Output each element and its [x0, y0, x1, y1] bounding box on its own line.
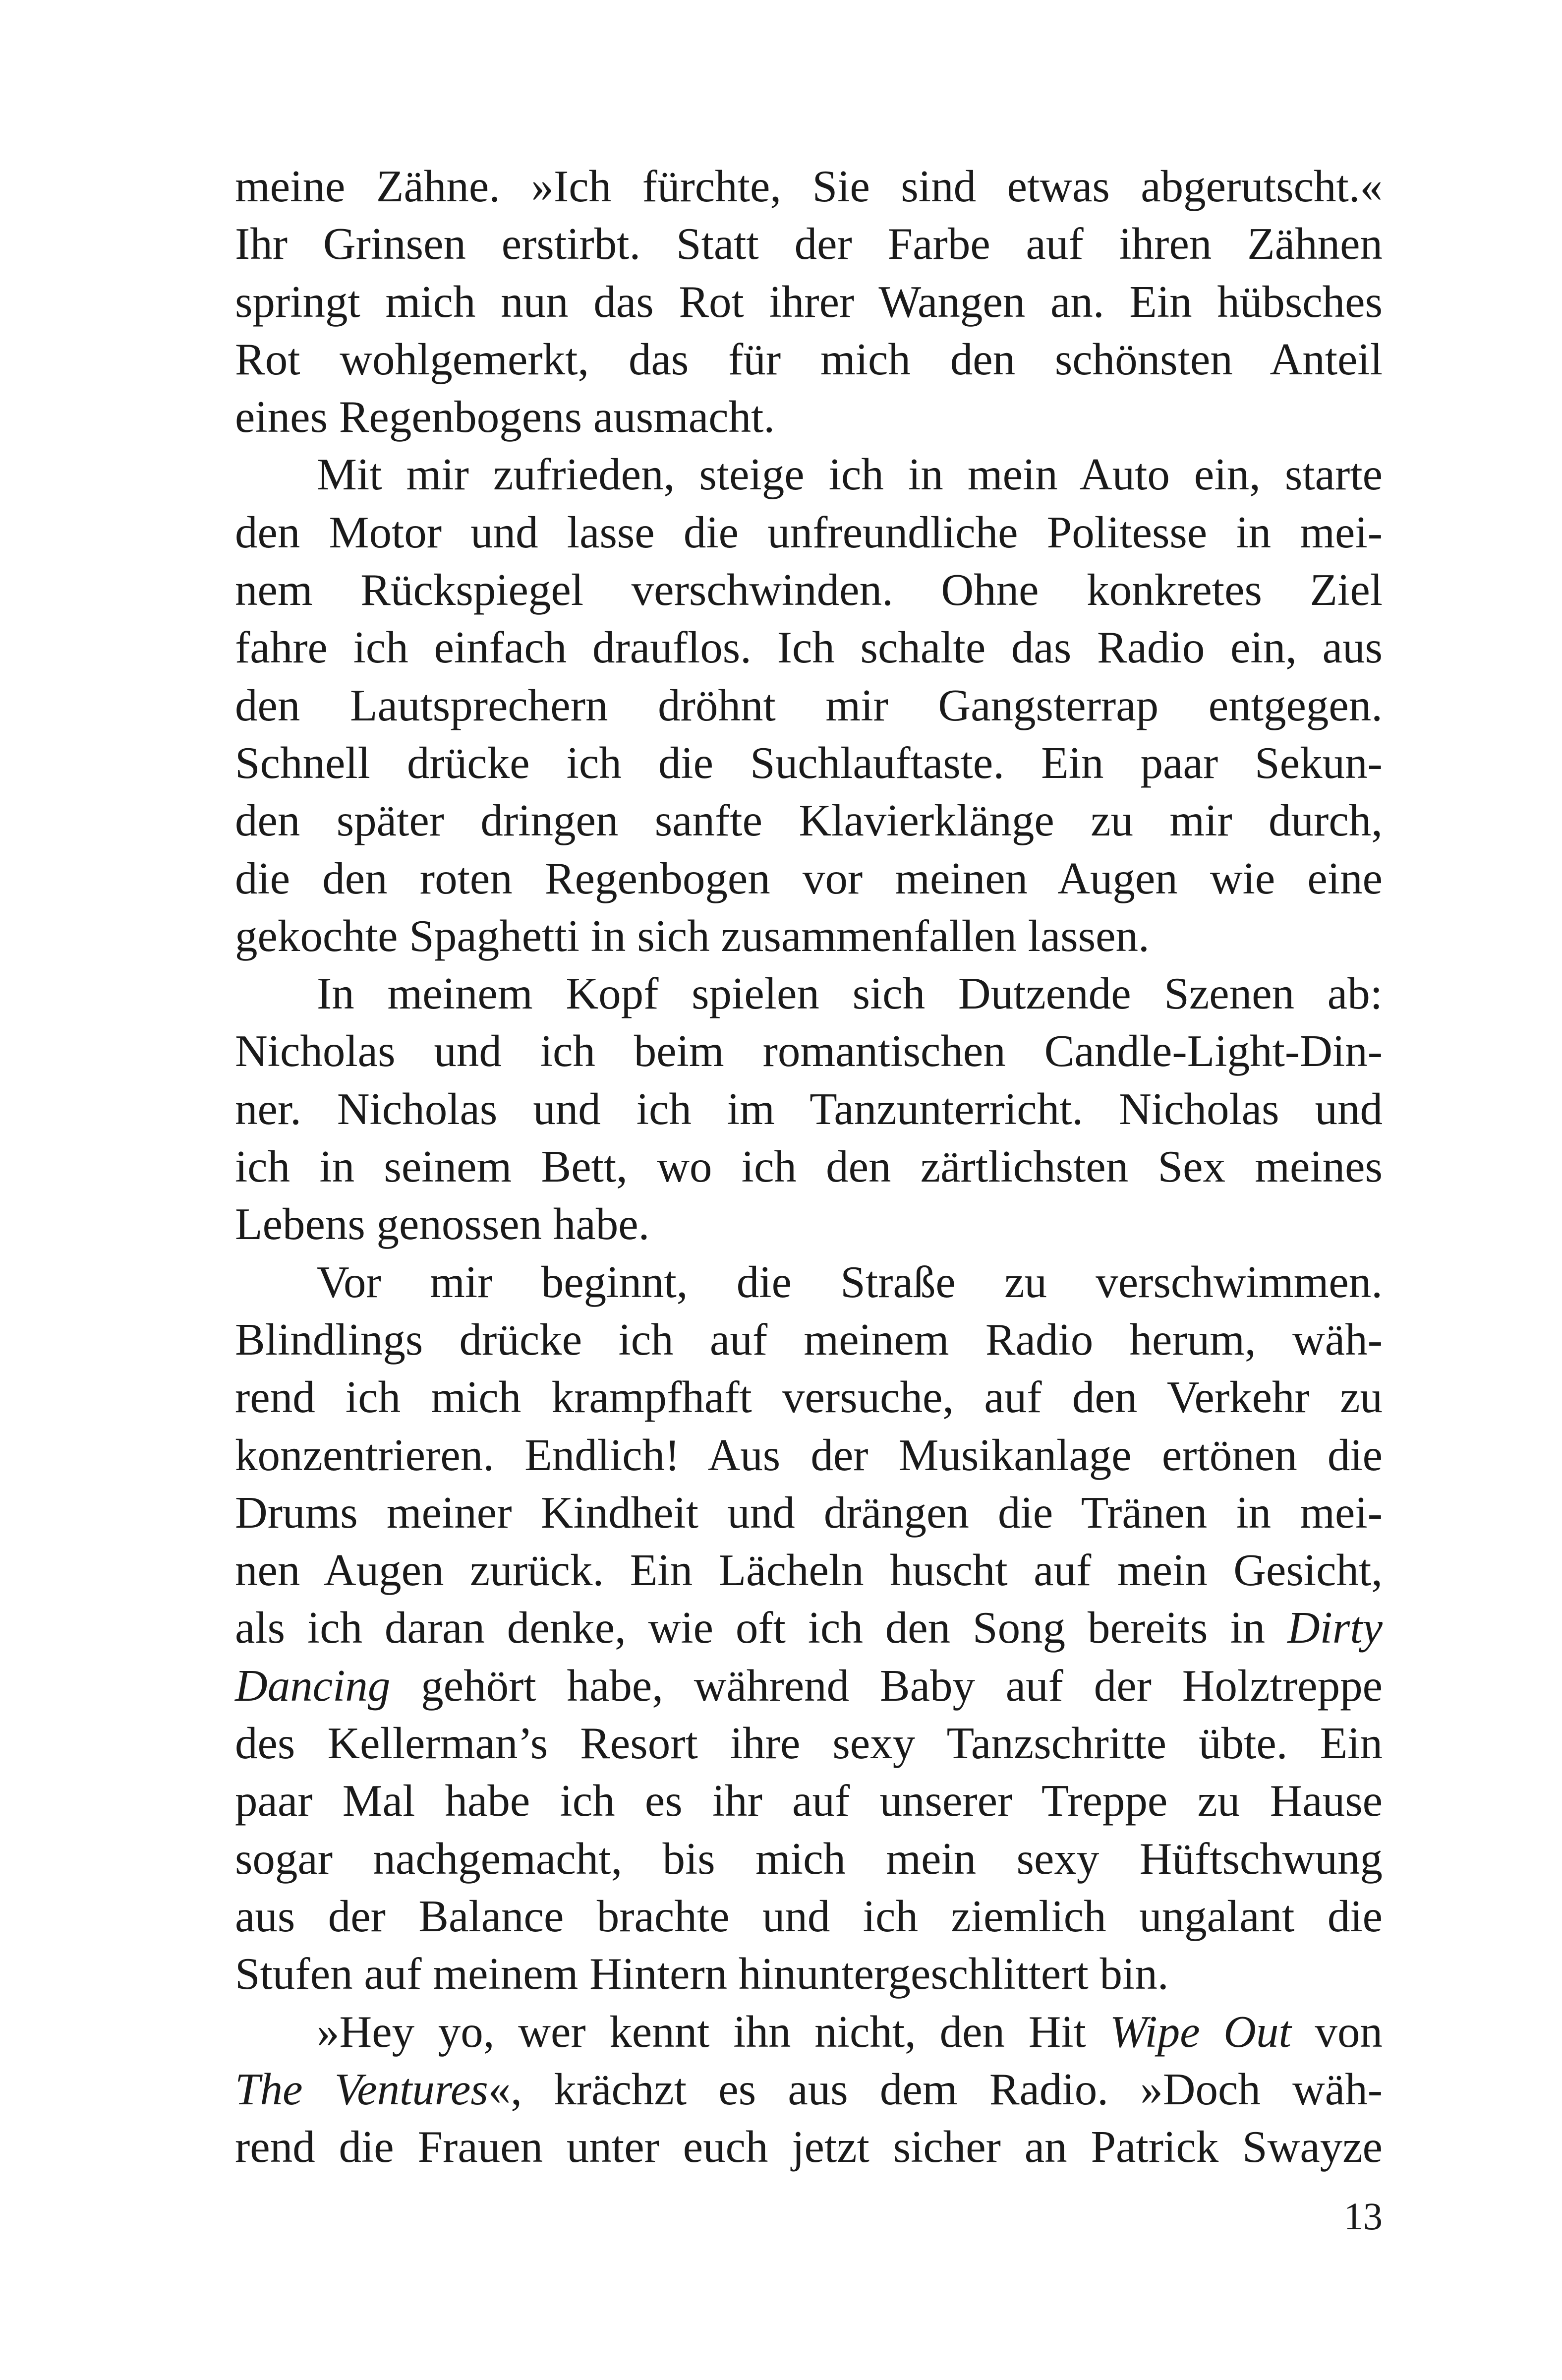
text-line: [235, 2061, 1383, 2118]
text-run: «, krächzt es aus dem Radio. »Doch wäh-: [488, 2064, 1383, 2114]
italic-title: Dirty: [1287, 1603, 1383, 1653]
text-run: »Hey yo, wer kennt ihn nicht, den Hit: [317, 2006, 1110, 2057]
text-line: [235, 850, 1383, 907]
text-line: [235, 1888, 1383, 1945]
paragraph: [235, 158, 1383, 446]
italic-title: The Ventures: [235, 2064, 488, 2114]
page-number: 13: [1344, 2195, 1383, 2238]
text-run: meine Zähne. »Ich fürchte, Sie sind etwas abgerutscht.«: [235, 161, 1383, 211]
text-run: nem Rückspiegel verschwinden. Ohne konkretes Ziel: [235, 565, 1383, 615]
text-line: [235, 2118, 1383, 2176]
text-run: Schnell drücke ich die Suchlauftaste. Ein paar Sekun-: [235, 737, 1383, 788]
text-run: rend die Frauen unter euch jetzt sicher an Patrick Swayze: [235, 2122, 1383, 2172]
text-run: Ihr Grinsen erstirbt. Statt der Farbe auf ihren Zähnen: [235, 219, 1383, 269]
paragraph: [235, 446, 1383, 965]
text-run: gehört habe, während Baby auf der Holztreppe: [390, 1660, 1383, 1711]
paragraph: [235, 2003, 1383, 2176]
text-line: [235, 1945, 1383, 2003]
text-run: als ich daran denke, wie oft ich den Song bereits in: [235, 1603, 1287, 1653]
text-line: [235, 907, 1383, 965]
text-run: den Lautsprechern dröhnt mir Gangsterrap entgegen.: [235, 680, 1383, 730]
text-run: die den roten Regenbogen vor meinen Augen wie eine: [235, 853, 1383, 903]
text-line: [235, 1253, 1383, 1311]
text-line: [235, 1542, 1383, 1599]
text-run: fahre ich einfach drauflos. Ich schalte das Radio ein, aus: [235, 622, 1383, 673]
text-run: paar Mal habe ich es ihr auf unserer Treppe zu Hause: [235, 1776, 1383, 1826]
text-run: konzentrieren. Endlich! Aus der Musikanlage ertönen die: [235, 1429, 1383, 1480]
text-run: sogar nachgemacht, bis mich mein sexy Hüftschwung: [235, 1833, 1383, 1884]
text-run: Stufen auf meinem Hintern hinuntergeschlittert bin.: [235, 1949, 1169, 1999]
text-run: rend ich mich krampfhaft versuche, auf den Verkehr zu: [235, 1372, 1383, 1423]
text-run: Drums meiner Kindheit und drängen die Tränen in mei-: [235, 1487, 1383, 1538]
text-line: [235, 1484, 1383, 1542]
text-line: [235, 1715, 1383, 1772]
text-run: ich in seinem Bett, wo ich den zärtlichsten Sex meines: [235, 1141, 1383, 1192]
text-line: [235, 504, 1383, 561]
text-line: [235, 1368, 1383, 1426]
text-run: springt mich nun das Rot ihrer Wangen an. Ein hübsches: [235, 276, 1383, 327]
text-run: Lebens genossen habe.: [235, 1199, 650, 1250]
text-line: [235, 792, 1383, 849]
text-line: [235, 273, 1383, 331]
text-run: Rot wohlgemerkt, das für mich den schönsten Anteil: [235, 334, 1383, 384]
text-run: aus der Balance brachte und ich ziemlich ungalant die: [235, 1891, 1383, 1941]
text-run: eines Regenbogens ausmacht.: [235, 392, 775, 442]
text-run: Blindlings drücke ich auf meinem Radio herum, wäh-: [235, 1314, 1383, 1365]
paragraph: [235, 965, 1383, 1253]
text-line: [235, 677, 1383, 734]
italic-title: Dancing: [235, 1660, 391, 1711]
text-run: Mit mir zufrieden, steige ich in mein Auto ein, starte: [317, 449, 1383, 500]
text-run: nen Augen zurück. Ein Lächeln huscht auf mein Gesicht,: [235, 1545, 1383, 1596]
text-line: [235, 331, 1383, 388]
text-line: [235, 619, 1383, 676]
text-line: [235, 734, 1383, 792]
text-run: ner. Nicholas und ich im Tanzunterricht. Nicholas und: [235, 1083, 1383, 1134]
text-run: von: [1291, 2006, 1383, 2057]
text-run: des Kellerman’s Resort ihre sexy Tanzschritte übte. Ein: [235, 1718, 1383, 1769]
text-line: [235, 561, 1383, 619]
text-line: [235, 1138, 1383, 1195]
text-line: [235, 158, 1383, 215]
text-line: [235, 1080, 1383, 1138]
body-text: [235, 158, 1383, 2176]
text-line: [235, 215, 1383, 273]
text-run: Vor mir beginnt, die Straße zu verschwimmen.: [317, 1256, 1383, 1307]
text-line: [235, 2003, 1383, 2061]
text-line: [235, 446, 1383, 503]
text-run: den Motor und lasse die unfreundliche Politesse in mei-: [235, 507, 1383, 557]
text-line: [235, 965, 1383, 1022]
text-line: [235, 1657, 1383, 1715]
text-run: gekochte Spaghetti in sich zusammenfallen lassen.: [235, 910, 1150, 961]
text-line: [235, 1599, 1383, 1657]
paragraph: [235, 1253, 1383, 2003]
text-run: den später dringen sanfte Klavierklänge zu mir durch,: [235, 795, 1383, 846]
text-line: [235, 1830, 1383, 1888]
text-line: [235, 1427, 1383, 1484]
text-run: In meinem Kopf spielen sich Dutzende Szenen ab:: [317, 968, 1383, 1019]
text-line: [235, 1022, 1383, 1080]
text-line: [235, 1195, 1383, 1253]
text-line: [235, 388, 1383, 446]
text-run: Nicholas und ich beim romantischen Candle-Light-Din-: [235, 1026, 1383, 1076]
text-line: [235, 1772, 1383, 1830]
italic-title: Wipe Out: [1109, 2006, 1291, 2057]
text-line: [235, 1311, 1383, 1368]
